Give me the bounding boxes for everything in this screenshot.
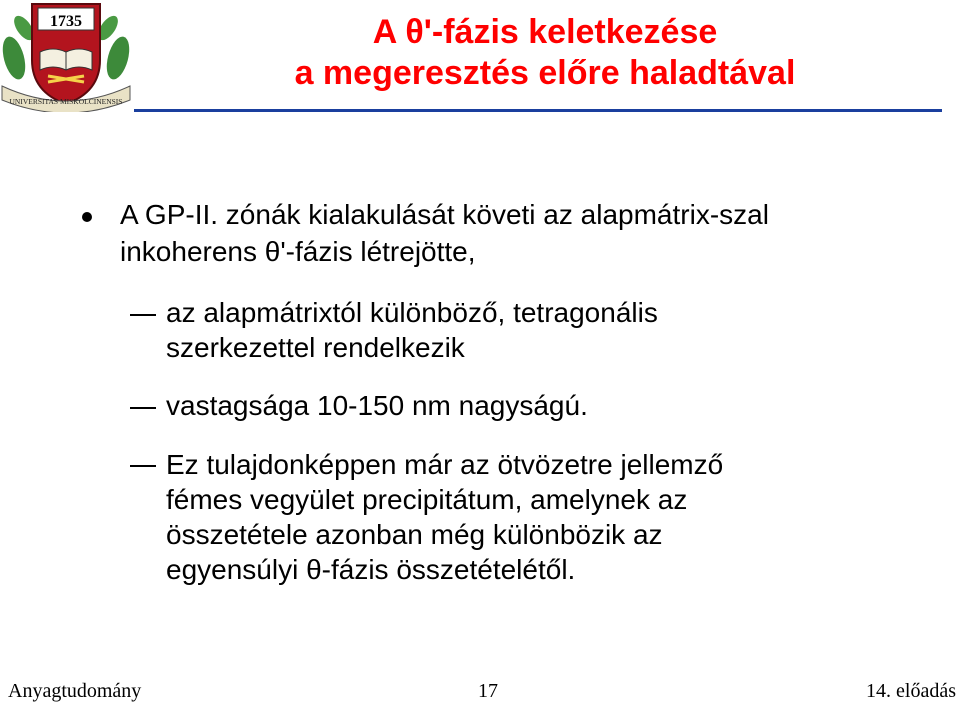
subitem-3-line-2: fémes vegyület precipitátum, amelynek az <box>166 484 688 515</box>
title-underline <box>134 109 942 112</box>
subitem-1-line-1: az alapmátrixtól különböző, tetragonális <box>166 297 658 328</box>
subitem-dash-2 <box>130 407 156 409</box>
subitem-3-line-3: összetétele azonban még különbözik az <box>166 519 663 550</box>
university-seal-icon <box>0 0 132 112</box>
subitem-3-line-1: Ez tulajdonképpen már az ötvözetre jellemző <box>166 449 724 480</box>
svg-text:1735: 1735 <box>50 13 82 30</box>
title-line-1: A θ'-fázis keletkezése <box>372 13 718 51</box>
svg-text:UNIVERSITAS MISKOLCINENSIS: UNIVERSITAS MISKOLCINENSIS <box>9 97 123 106</box>
subitem-dash-3 <box>130 465 156 467</box>
subitem-1-line-2: szerkezettel rendelkezik <box>166 332 465 363</box>
subitem-2-line-1: vastagsága 10-150 nm nagyságú. <box>166 390 588 421</box>
title-line-2: a megeresztés előre haladtával <box>294 54 796 92</box>
footer-course: Anyagtudomány <box>8 680 142 702</box>
footer-lecture: 14. előadás <box>866 680 956 702</box>
bullet-line-1: A GP-II. zónák kialakulását követi az alapmátrix-szal <box>120 199 769 230</box>
footer-page-number: 17 <box>478 680 498 702</box>
subitem-dash-1 <box>130 314 156 316</box>
bullet-line-2: inkoherens θ'-fázis létrejötte, <box>120 236 476 267</box>
bullet-dot <box>82 212 92 222</box>
subitem-3-line-4: egyensúlyi θ-fázis összetételétől. <box>166 554 576 585</box>
